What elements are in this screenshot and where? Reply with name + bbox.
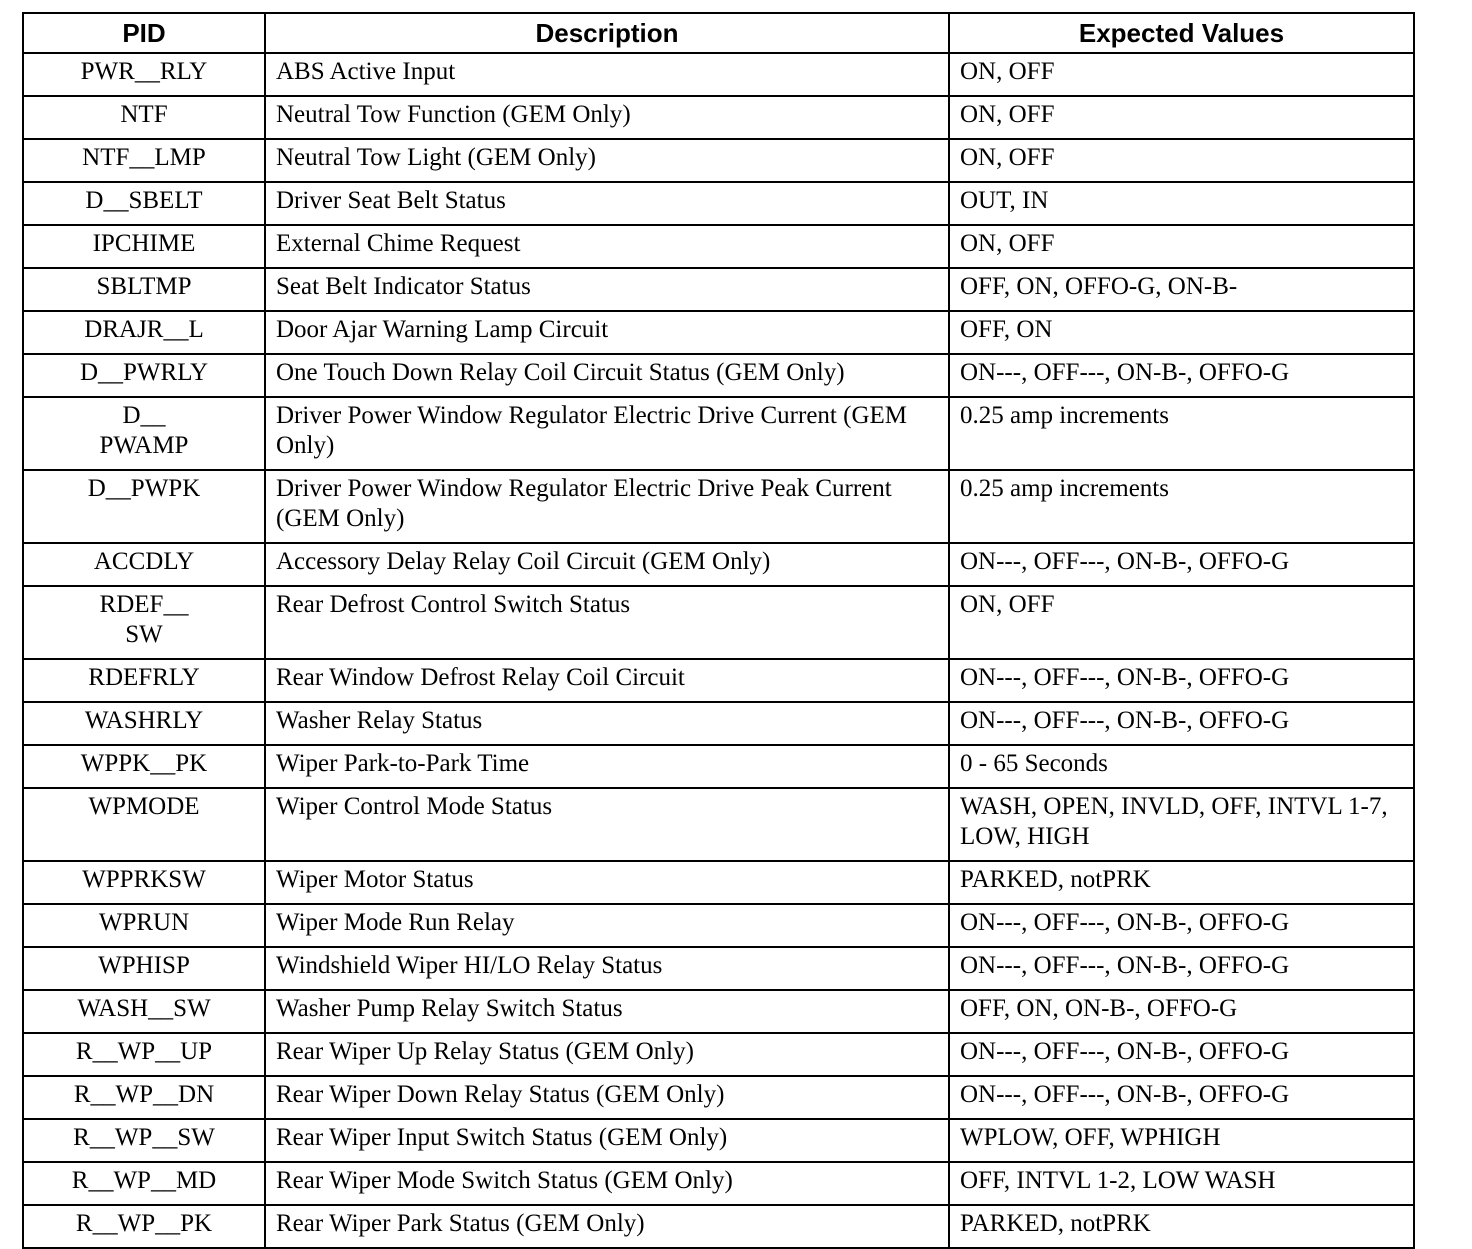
- table-row: [23, 311, 1414, 354]
- pid-line: WPHISP: [98, 952, 190, 979]
- description-cell: Door Ajar Warning Lamp Circuit: [265, 311, 949, 354]
- table-row: [23, 788, 1414, 861]
- table-row: [23, 990, 1414, 1033]
- description-cell: External Chime Request: [265, 225, 949, 268]
- table-row: [23, 225, 1414, 268]
- description-cell: Neutral Tow Function (GEM Only): [265, 96, 949, 139]
- table-row: [23, 904, 1414, 947]
- pid-line: D__PWPK: [87, 475, 201, 502]
- pid-line: RDEFRLY: [88, 664, 200, 691]
- description-cell: Neutral Tow Light (GEM Only): [265, 139, 949, 182]
- pid-line: ACCDLY: [93, 548, 195, 575]
- table-row: [23, 1076, 1414, 1119]
- pid-line: SW: [125, 621, 163, 648]
- table-row: [23, 586, 1414, 659]
- pid-line: R__WP__PK: [75, 1210, 213, 1237]
- table-row: [23, 139, 1414, 182]
- description-cell: Rear Window Defrost Relay Coil Circuit: [265, 659, 949, 702]
- pid-cell: [23, 745, 265, 788]
- pid-cell: [23, 225, 265, 268]
- table-row: [23, 745, 1414, 788]
- pid-cell: [23, 53, 265, 96]
- pid-cell: [23, 788, 265, 861]
- pid-cell: [23, 586, 265, 659]
- description-cell: Rear Wiper Park Status (GEM Only): [265, 1205, 949, 1248]
- description-cell: ABS Active Input: [265, 53, 949, 96]
- table-row: [23, 470, 1414, 543]
- description-cell: Washer Pump Relay Switch Status: [265, 990, 949, 1033]
- pid-cell: [23, 947, 265, 990]
- table-row: [23, 861, 1414, 904]
- expected-values-cell: ON---, OFF---, ON-B-, OFFO-G: [949, 947, 1414, 990]
- table-row: [23, 354, 1414, 397]
- pid-line: PWAMP: [99, 432, 189, 459]
- pid-cell: [23, 1119, 265, 1162]
- pid-line: RDEF__: [99, 591, 189, 618]
- expected-values-cell: ON, OFF: [949, 139, 1414, 182]
- expected-values-cell: OFF, ON: [949, 311, 1414, 354]
- expected-values-cell: 0 - 65 Seconds: [949, 745, 1414, 788]
- expected-values-cell: ON---, OFF---, ON-B-, OFFO-G: [949, 543, 1414, 586]
- pid-line: WPPRKSW: [82, 866, 206, 893]
- expected-values-cell: OFF, ON, OFFO-G, ON-B-: [949, 268, 1414, 311]
- pid-line: R__WP__MD: [71, 1167, 217, 1194]
- table-row: [23, 1119, 1414, 1162]
- description-cell: Rear Wiper Up Relay Status (GEM Only): [265, 1033, 949, 1076]
- table-row: [23, 397, 1414, 470]
- description-cell: Rear Wiper Down Relay Status (GEM Only): [265, 1076, 949, 1119]
- expected-values-cell: PARKED, notPRK: [949, 861, 1414, 904]
- pid-line: R__WP__DN: [73, 1081, 215, 1108]
- expected-values-cell: 0.25 amp increments: [949, 397, 1414, 470]
- pid-cell: [23, 1033, 265, 1076]
- expected-values-cell: OUT, IN: [949, 182, 1414, 225]
- description-cell: One Touch Down Relay Coil Circuit Status (GEM Only): [265, 354, 949, 397]
- pid-cell: [23, 182, 265, 225]
- description-cell: Accessory Delay Relay Coil Circuit (GEM Only): [265, 543, 949, 586]
- description-cell: Rear Wiper Input Switch Status (GEM Only): [265, 1119, 949, 1162]
- expected-values-cell: ON, OFF: [949, 586, 1414, 659]
- description-cell: Seat Belt Indicator Status: [265, 268, 949, 311]
- table-row: [23, 96, 1414, 139]
- pid-line: WASH__SW: [77, 995, 211, 1022]
- expected-values-cell: OFF, INTVL 1-2, LOW WASH: [949, 1162, 1414, 1205]
- table-row: [23, 268, 1414, 311]
- expected-values-cell: ON---, OFF---, ON-B-, OFFO-G: [949, 702, 1414, 745]
- expected-values-cell: ON---, OFF---, ON-B-, OFFO-G: [949, 354, 1414, 397]
- description-cell: Rear Wiper Mode Switch Status (GEM Only): [265, 1162, 949, 1205]
- table-row: [23, 947, 1414, 990]
- pid-line: NTF__LMP: [82, 144, 206, 171]
- pid-line: WPMODE: [88, 793, 200, 820]
- expected-values-cell: ON---, OFF---, ON-B-, OFFO-G: [949, 1076, 1414, 1119]
- header-expected-values: Expected Values: [949, 13, 1414, 53]
- header-pid: PID: [23, 13, 265, 53]
- description-cell: Wiper Control Mode Status: [265, 788, 949, 861]
- expected-values-cell: ON---, OFF---, ON-B-, OFFO-G: [949, 904, 1414, 947]
- expected-values-cell: 0.25 amp increments: [949, 470, 1414, 543]
- expected-values-cell: ON, OFF: [949, 96, 1414, 139]
- pid-line: NTF: [120, 101, 168, 128]
- pid-line: WPPK__PK: [80, 750, 208, 777]
- pid-line: D__: [122, 402, 166, 429]
- pid-line: DRAJR__L: [84, 316, 204, 343]
- expected-values-cell: PARKED, notPRK: [949, 1205, 1414, 1248]
- table-row: [23, 1205, 1414, 1248]
- pid-cell: [23, 96, 265, 139]
- pid-line: SBLTMP: [96, 273, 192, 300]
- description-cell: Driver Power Window Regulator Electric Drive Peak Current (GEM Only): [265, 470, 949, 543]
- pid-line: PWR__RLY: [80, 58, 208, 85]
- pid-cell: [23, 354, 265, 397]
- description-cell: Washer Relay Status: [265, 702, 949, 745]
- pid-cell: [23, 659, 265, 702]
- pid-cell: [23, 268, 265, 311]
- header-description: Description: [265, 13, 949, 53]
- description-cell: Rear Defrost Control Switch Status: [265, 586, 949, 659]
- expected-values-cell: OFF, ON, ON-B-, OFFO-G: [949, 990, 1414, 1033]
- pid-cell: [23, 1076, 265, 1119]
- pid-cell: [23, 861, 265, 904]
- pid-line: WASHRLY: [84, 707, 204, 734]
- description-cell: Wiper Park-to-Park Time: [265, 745, 949, 788]
- pid-cell: [23, 311, 265, 354]
- table-body: [23, 53, 1414, 1248]
- header-row: [23, 13, 1414, 53]
- table-row: [23, 182, 1414, 225]
- pid-cell: [23, 702, 265, 745]
- table-row: [23, 1162, 1414, 1205]
- pid-cell: [23, 543, 265, 586]
- pid-line: IPCHIME: [92, 230, 196, 257]
- pid-line: D__SBELT: [85, 187, 203, 214]
- pid-cell: [23, 904, 265, 947]
- expected-values-cell: ON, OFF: [949, 53, 1414, 96]
- pid-cell: [23, 470, 265, 543]
- expected-values-cell: ON---, OFF---, ON-B-, OFFO-G: [949, 659, 1414, 702]
- pid-line: WPRUN: [98, 909, 190, 936]
- description-cell: Wiper Motor Status: [265, 861, 949, 904]
- pid-table: [22, 12, 1415, 1249]
- pid-cell: [23, 1162, 265, 1205]
- pid-line: R__WP__SW: [73, 1124, 215, 1151]
- table-row: [23, 1033, 1414, 1076]
- expected-values-cell: ON, OFF: [949, 225, 1414, 268]
- pid-cell: [23, 139, 265, 182]
- expected-values-cell: WPLOW, OFF, WPHIGH: [949, 1119, 1414, 1162]
- expected-values-cell: WASH, OPEN, INVLD, OFF, INTVL 1-7, LOW, HIGH: [949, 788, 1414, 861]
- table-row: [23, 702, 1414, 745]
- table-row: [23, 53, 1414, 96]
- pid-cell: [23, 397, 265, 470]
- table-row: [23, 659, 1414, 702]
- pid-cell: [23, 990, 265, 1033]
- description-cell: Wiper Mode Run Relay: [265, 904, 949, 947]
- expected-values-cell: ON---, OFF---, ON-B-, OFFO-G: [949, 1033, 1414, 1076]
- pid-line: D__PWRLY: [79, 359, 209, 386]
- pid-line: R__WP__UP: [75, 1038, 213, 1065]
- description-cell: Windshield Wiper HI/LO Relay Status: [265, 947, 949, 990]
- description-cell: Driver Power Window Regulator Electric Drive Current (GEM Only): [265, 397, 949, 470]
- table-row: [23, 543, 1414, 586]
- pid-cell: [23, 1205, 265, 1248]
- description-cell: Driver Seat Belt Status: [265, 182, 949, 225]
- table-header: [23, 13, 1414, 53]
